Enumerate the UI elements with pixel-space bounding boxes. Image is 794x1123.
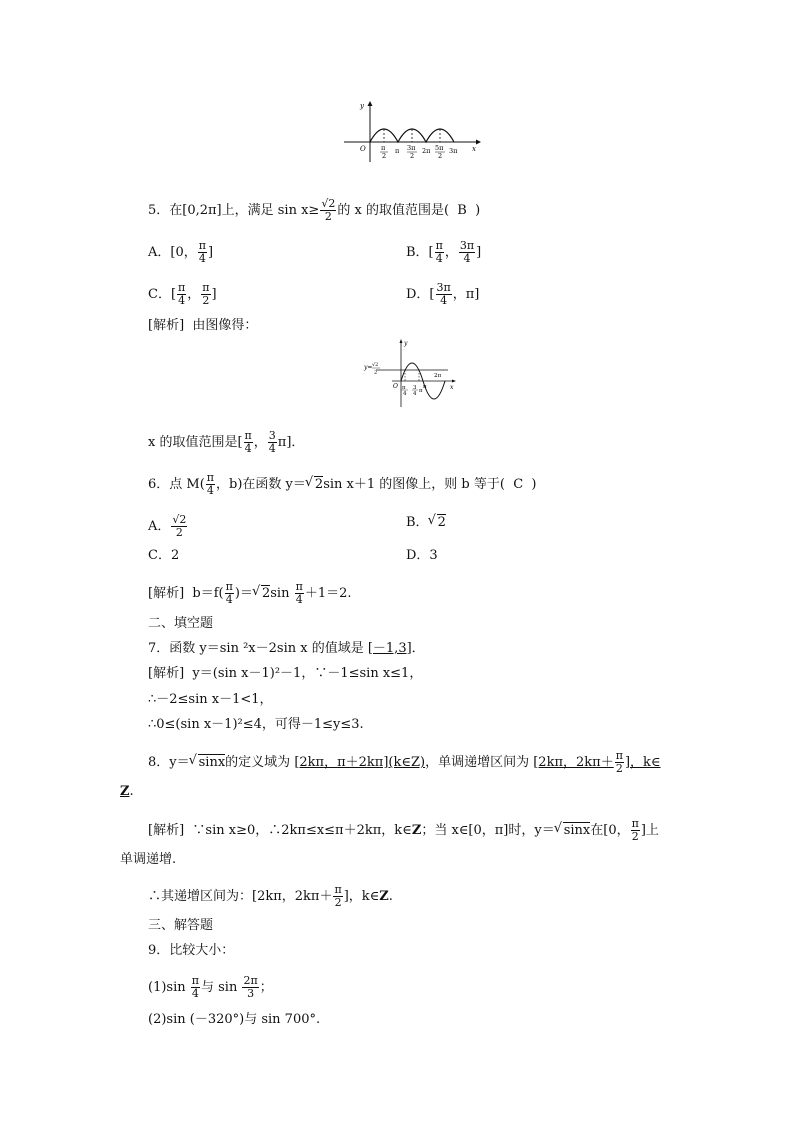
q9-part-2: (2)sin (－320°)与 sin 700°.	[148, 1012, 321, 1027]
section-fill-blank: 二、填空题	[148, 616, 214, 631]
graph1-x-label: x	[472, 145, 476, 153]
svg-text:2: 2	[382, 152, 387, 160]
q7-analysis-2: ∴－2≤sin x－1<1，	[148, 692, 273, 707]
q5-option-a: A．[0， $\frac{\pi}{4}$ ]	[148, 239, 214, 265]
graph2-origin: O	[393, 383, 398, 390]
graph1-tick: π	[395, 147, 400, 155]
svg-text:y=: y=	[364, 364, 373, 371]
q6-option-a: A． $\frac{√2}{2}$	[148, 513, 187, 539]
q6-answer: C	[513, 477, 524, 492]
q5-option-d: D．[ $\frac{3\pi}{4}$ ，π]	[406, 281, 480, 307]
q6-analysis: [解析] b＝f( $\frac{\pi}{4}$ )＝√ 2sin $\frac{\pi}{4}$ ＋1＝2.	[148, 581, 352, 606]
graph1-origin: O	[360, 145, 366, 153]
q8-analysis-3: ∴其递增区间为：[2kπ，2kπ＋ $\frac{\pi}{2}$ ]，k∈Z.	[148, 883, 393, 909]
q5-option-c: C．[ $\frac{\pi}{4}$ ， $\frac{\pi}{2}$ ]	[148, 281, 217, 307]
q6-option-b: B．√ 2	[406, 514, 446, 531]
svg-text:4: 4	[413, 391, 417, 397]
q5-fraction: $\frac{√2}{2}$	[321, 197, 336, 223]
q8-question: 8．y＝√ sinx的定义域为 [2kπ，π＋2kπ](k∈Z)，单调递增区间为 [2kπ，2kπ＋ $\frac{\pi}{2}$ ]，k∈	[148, 750, 661, 775]
graph2-tick: 2π	[434, 373, 442, 379]
section-solve: 三、解答题	[148, 918, 214, 933]
graph2-x-label: x	[450, 384, 454, 391]
q6-option-d: D．3	[406, 548, 438, 563]
graph1-tick: 5π	[435, 144, 444, 152]
svg-text:√2: √2	[372, 362, 379, 368]
graph1-tick: 2π	[422, 147, 431, 155]
q7-question: 7．函数 y＝sin ²x－2sin x 的值域是 [－1,3]．	[148, 641, 425, 656]
svg-text:2: 2	[438, 152, 443, 160]
q8-question-cont: Z.	[120, 784, 134, 799]
q9-title: 9．比较大小：	[148, 943, 235, 958]
graph1-y-label: y	[360, 102, 364, 110]
svg-text:4: 4	[403, 391, 407, 397]
q5-option-b: B．[ $\frac{\pi}{4}$ ， $\frac{3\pi}{4}$ ]	[406, 239, 482, 265]
graph2-tick: 3	[413, 385, 417, 391]
svg-text:2: 2	[374, 370, 378, 376]
q8-answer-interval: [2kπ，2kπ＋ $\frac{\pi}{2}$ ]，k∈	[533, 749, 661, 775]
q7-analysis-1: [解析] y＝(sin x－1)²－1，∵－1≤sin x≤1，	[148, 666, 423, 681]
q9-part-1: (1)sin $\frac{\pi}{4}$ 与 sin $\frac{2\pi}{3}$ ；	[148, 974, 273, 1000]
q7-analysis-3: ∴0≤(sin x－1)²≤4，可得－1≤y≤3.	[148, 717, 364, 732]
sine-arch-graph	[338, 98, 484, 164]
q6-option-c: C．2	[148, 548, 180, 563]
svg-text:π: π	[419, 388, 423, 394]
q5-result: x 的取值范围是[ $\frac{\pi}{4}$ ， $\frac{3}{4}$ π]．	[148, 429, 305, 455]
graph1-tick: 3π	[407, 144, 416, 152]
graph1-tick: π	[381, 144, 386, 152]
svg-text:2: 2	[410, 152, 415, 160]
graph1-tick: 3π	[449, 147, 458, 155]
sine-wave-graph	[362, 337, 462, 409]
q7-answer: [－1,3]	[367, 641, 412, 656]
q8-analysis-1: [解析] ∵sin x≥0，∴2kπ≤x≤π＋2kπ，k∈Z；当 x∈[0，π]时，y＝√ sinx在[0， $\frac{\pi}{2}$ ]上	[148, 818, 659, 843]
q6-question: 6．点 M( $\frac{\pi}{4}$ ，b)在函数 y＝√ 2sin x＋1 的图像上，则 b 等于( C )	[148, 472, 536, 497]
graph2-y-label: y	[404, 340, 408, 347]
graph2-tick: π	[423, 384, 427, 390]
q5-analysis: [解析] 由图像得：	[148, 318, 258, 333]
q8-answer-domain: [2kπ，π＋2kπ](k∈Z)	[294, 755, 426, 770]
graph2-tick: π	[402, 385, 406, 391]
q8-analysis-2: 单调递增.	[120, 852, 177, 867]
q5-question: 5．在[0,2π]上，满足 sin x≥ $\frac{√2}{2}$ 的 x 的取值范围是( B )	[148, 197, 481, 223]
q5-answer: B	[457, 203, 467, 218]
